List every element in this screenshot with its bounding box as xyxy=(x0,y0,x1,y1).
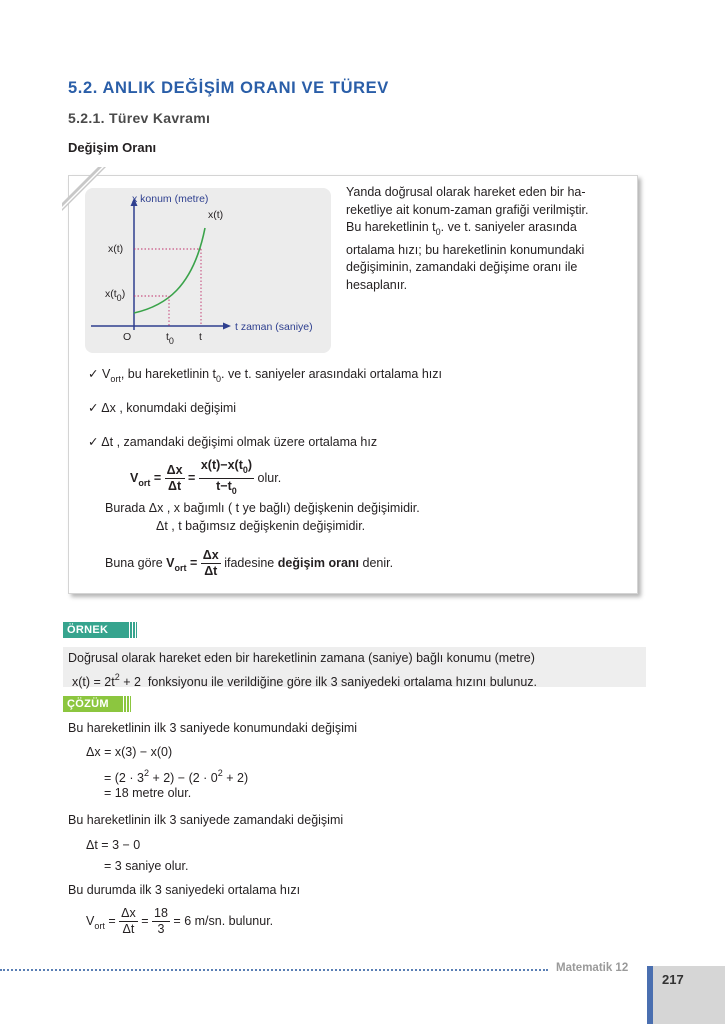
x-axis-arrow xyxy=(223,323,231,330)
ornek-line-1: Doğrusal olarak hareket eden bir hareketlinin zamana (saniye) bağlı konumu (metre) xyxy=(68,651,535,665)
subsection-title: 5.2.1. Türev Kavramı xyxy=(68,110,211,126)
burada-line-1: Burada Δx , x bağımlı ( t ye bağlı) değişkenin değişimidir. xyxy=(105,501,420,515)
topic-title: Değişim Oranı xyxy=(68,140,157,155)
ornek-tag-bars xyxy=(127,622,137,638)
y-axis-label: x konum (metre) xyxy=(132,193,209,205)
change-rate-definition: Buna göre $V_{ort}$ = $\frac{\Delta x}{\Delta t}$ ifadesine değişim oranı denir. xyxy=(105,548,394,578)
cozum-step-1: Bu hareketlinin ilk 3 saniyede konumundaki değişimi xyxy=(68,721,358,735)
cozum-eq-4: Δt = 3 − 0 xyxy=(86,838,141,852)
cozum-step-3: Bu durumda ilk 3 saniyedeki ortalama hızı xyxy=(68,883,301,897)
check-item-vort: ✓ $V_{ort}$, bu hareketlinin $t_0$. ve t. saniyeler arasındaki ortalama hızı xyxy=(88,367,442,384)
footer-book-title: Matematik 12 xyxy=(556,962,629,974)
ornek-tag: ÖRNEK xyxy=(63,622,129,638)
footer-rule xyxy=(0,969,548,971)
page-number: 217 xyxy=(662,972,684,987)
cozum-eq-3: = 18 metre olur. xyxy=(104,786,192,800)
cozum-tag-bars xyxy=(121,696,131,712)
cozum-eq-1: Δx = x(3) − x(0) xyxy=(86,745,173,759)
section-title: 5.2. ANLIK DEĞİŞİM ORANI VE TÜREV xyxy=(68,79,389,97)
burada-line-2: Δt , t bağımsız değişkenin değişimidir. xyxy=(156,519,366,533)
origin-label: O xyxy=(123,331,132,343)
position-curve xyxy=(134,228,205,313)
cozum-tag: ÇÖZÜM xyxy=(63,696,123,712)
check-item-dx: ✓ Δx , konumdaki değişimi xyxy=(88,401,237,415)
check-item-dt: ✓ Δt , zamandaki değişimi olmak üzere ortalama hız xyxy=(88,435,378,449)
tick-t: t xyxy=(199,331,202,343)
tick-t0: t0 xyxy=(166,331,174,346)
tick-xt0: x(t0) xyxy=(105,288,126,303)
x-axis-label: t zaman (saniye) xyxy=(235,321,313,333)
cozum-eq-2: = $(2 \cdot 3^2 + 2) - (2 \cdot 0^2 + 2)$ xyxy=(104,768,249,785)
average-velocity-formula: $V_{ort}$ = $\frac{\Delta x}{\Delta t}$ = $\frac{x(t)-x(t_0)}{t-t_0}$ olur. xyxy=(130,458,282,496)
curve-label: x(t) xyxy=(208,209,224,221)
cozum-final-formula: $V_{ort}$ = $\frac{\Delta x}{\Delta t}$ = $\frac{18}{3}$ = 6 m/sn. bulunur. xyxy=(86,906,274,936)
tick-xt: x(t) xyxy=(108,243,124,255)
intro-paragraph: Yanda doğrusal olarak hareket eden bir ha- reketliye ait konum-zaman grafiği verilmiştir. Bu hareketlinin $t_0$. ve t. saniyeler arasında ortalama hızı; bu hareketlinin konumundaki değişiminin, zamandaki değişime oranı ile hesaplanır. xyxy=(346,185,589,292)
ornek-line-2: $x(t) = 2t^2 + 2$ fonksiyonu ile verildiğine göre ilk 3 saniyedeki ortalama hızını bulunuz. xyxy=(72,672,537,689)
cozum-eq-5: = 3 saniye olur. xyxy=(104,859,189,873)
cozum-step-2: Bu hareketlinin ilk 3 saniyede zamandaki değişimi xyxy=(68,813,344,827)
